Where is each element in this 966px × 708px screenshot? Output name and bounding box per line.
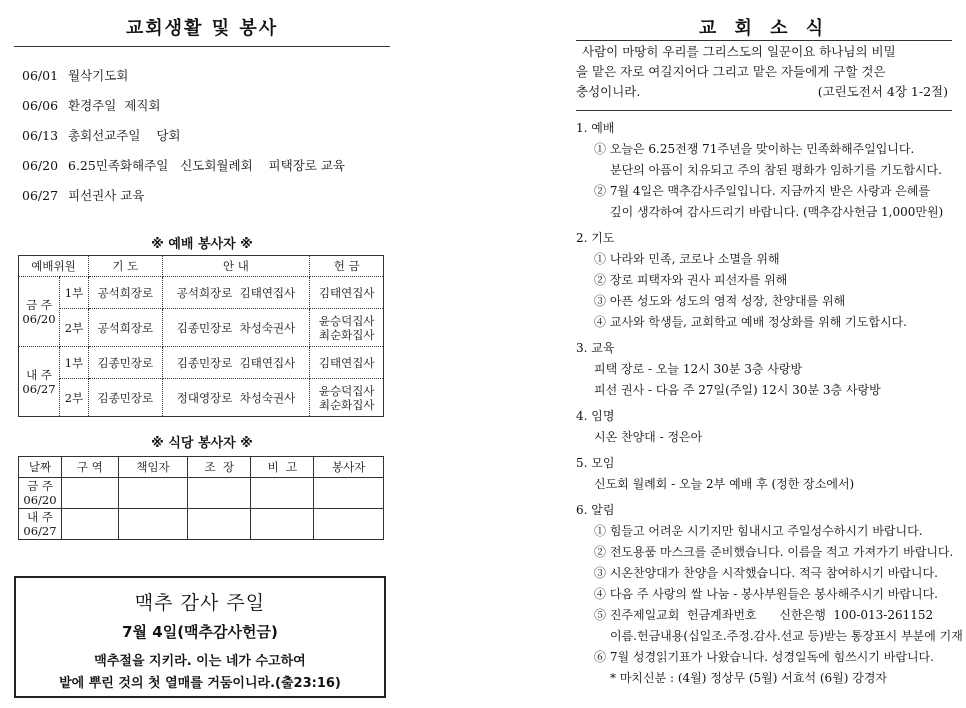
verse-rule bbox=[576, 110, 952, 111]
worship-part-cell: 2부 bbox=[60, 379, 89, 417]
schedule-item bbox=[22, 66, 128, 84]
kitchen-empty-cell bbox=[62, 509, 119, 540]
kitchen-header-cell: 봉사자 bbox=[314, 457, 384, 478]
box-heading: 맥추 감사 주일 bbox=[134, 592, 266, 614]
worship-week-cell: 내 주 06/27 bbox=[19, 347, 60, 417]
verse-reference: (고린도전서 4장 1-2절) bbox=[817, 84, 948, 99]
news-line: 깊이 생각하여 감사드리기 바랍니다. (맥추감사헌금 1,000만원) bbox=[610, 205, 944, 219]
worship-prayer-cell: 공석희장로 bbox=[89, 277, 163, 309]
news-section bbox=[576, 453, 948, 495]
news-section-heading: 6. 알림 bbox=[576, 503, 615, 517]
worship-prayer-cell: 김종민장로 bbox=[89, 347, 163, 379]
box-verse-1: 맥추절을 지키라. 이는 네가 수고하여 bbox=[94, 654, 306, 669]
worship-row bbox=[19, 347, 384, 379]
worship-guide-cell: 김종민장로 차성숙권사 bbox=[162, 309, 310, 347]
right-title: 교 회 소 식 bbox=[698, 18, 830, 39]
news-line: ⑤ 진주제일교회 헌금계좌번호 신한은행 100-013-261152 bbox=[594, 608, 934, 622]
schedule-text: 월삭기도회 bbox=[68, 68, 129, 83]
verse-line-3: 충성이니라. bbox=[576, 84, 641, 99]
worship-guide-cell: 김종민장로 김태연집사 bbox=[162, 347, 310, 379]
news-line: ③ 시온찬양대가 찬양을 시작했습니다. 적극 참여하시기 바랍니다. bbox=[594, 566, 938, 580]
schedule-text: 6.25민족화해주일 신도회월례회 피택장로 교육 bbox=[68, 158, 345, 173]
news-line: ① 오늘은 6.25전쟁 71주년을 맞이하는 민족화해주일입니다. bbox=[594, 142, 915, 156]
worship-offering-cell: 윤승덕집사 최순화집사 bbox=[310, 379, 384, 417]
news-section-heading: 4. 임명 bbox=[576, 409, 615, 423]
worship-prayer-cell: 김종민장로 bbox=[89, 379, 163, 417]
schedule-date: 06/27 bbox=[22, 188, 59, 203]
left-title: 교회생활 및 봉사 bbox=[125, 18, 279, 39]
kitchen-header-cell: 책임자 bbox=[118, 457, 188, 478]
news-line: ⑥ 7월 성경읽기표가 나왔습니다. 성경일독에 힘쓰시기 바랍니다. bbox=[594, 650, 934, 664]
worship-offering-cell: 김태연집사 bbox=[310, 347, 384, 379]
news-line: ① 힘들고 어려운 시기지만 힘내시고 주일성수하시기 바랍니다. bbox=[594, 524, 923, 538]
schedule-text: 환경주일 제직회 bbox=[68, 98, 161, 113]
worship-week-cell: 금 주 06/20 bbox=[19, 277, 60, 347]
news-line: ④ 교사와 학생들, 교회학교 예배 정상화를 위해 기도합시다. bbox=[594, 315, 907, 329]
kitchen-empty-cell bbox=[118, 509, 188, 540]
kitchen-date-cell: 금 주 06/20 bbox=[19, 478, 62, 509]
worship-prayer-cell: 공석희장로 bbox=[89, 309, 163, 347]
worship-header-cell: 기 도 bbox=[89, 256, 163, 277]
kitchen-header-cell: 날짜 bbox=[19, 457, 62, 478]
worship-header-cell: 헌 금 bbox=[310, 256, 384, 277]
news-line: ③ 아픈 성도와 성도의 영적 성장, 찬양대를 위해 bbox=[594, 294, 846, 308]
news-line: ① 나라와 민족, 코로나 소멸을 위해 bbox=[594, 252, 780, 266]
schedule-text: 피선권사 교육 bbox=[68, 188, 145, 203]
kitchen-empty-cell bbox=[314, 509, 384, 540]
kitchen-date-cell: 내 주 06/27 bbox=[19, 509, 62, 540]
kitchen-empty-cell bbox=[314, 478, 384, 509]
news-section bbox=[576, 118, 948, 223]
news-line: * 마치신분 : (4월) 정상무 (5월) 서효석 (6월) 강경자 bbox=[610, 671, 888, 685]
kitchen-empty-cell bbox=[188, 509, 251, 540]
worship-header-cell: 안 내 bbox=[162, 256, 310, 277]
worship-offering-cell: 김태연집사 bbox=[310, 277, 384, 309]
news-line: ④ 다음 주 사랑의 쌀 나눔 - 봉사부원들은 봉사해주시기 바랍니다. bbox=[594, 587, 939, 601]
schedule-date: 06/20 bbox=[22, 158, 59, 173]
news-section-heading: 3. 교육 bbox=[576, 341, 615, 355]
thanksgiving-box bbox=[14, 576, 386, 698]
kitchen-empty-cell bbox=[188, 478, 251, 509]
news-section-heading: 2. 기도 bbox=[576, 231, 615, 245]
news-section bbox=[576, 228, 948, 333]
worship-header-cell: 예배위원 bbox=[19, 256, 89, 277]
schedule-item bbox=[22, 186, 144, 204]
news-line: 시온 찬양대 - 정은아 bbox=[594, 430, 703, 444]
worship-table bbox=[18, 255, 384, 417]
worship-offering-cell: 윤승덕집사 최순화집사 bbox=[310, 309, 384, 347]
news-section bbox=[576, 406, 948, 448]
kitchen-empty-cell bbox=[251, 509, 314, 540]
left-title-rule bbox=[14, 46, 390, 47]
kitchen-header-cell: 구 역 bbox=[62, 457, 119, 478]
kitchen-empty-cell bbox=[118, 478, 188, 509]
worship-header-row bbox=[19, 256, 384, 277]
worship-part-cell: 2부 bbox=[60, 309, 89, 347]
worship-row bbox=[19, 277, 384, 309]
news-section bbox=[576, 500, 963, 689]
news-line: ② 전도용품 마스크를 준비했습니다. 이름을 적고 가져가기 바랍니다. bbox=[594, 545, 954, 559]
kitchen-header-cell: 조 장 bbox=[188, 457, 251, 478]
worship-part-cell: 1부 bbox=[60, 347, 89, 379]
worship-guide-cell: 공석희장로 김태연집사 bbox=[162, 277, 310, 309]
news-line: 피택 장로 - 오늘 12시 30분 3층 사랑방 bbox=[594, 362, 803, 376]
kitchen-header-cell: 비 고 bbox=[251, 457, 314, 478]
worship-row bbox=[19, 309, 384, 347]
worship-title: ※ 예배 봉사자 ※ bbox=[151, 237, 253, 252]
scripture-verse bbox=[576, 42, 948, 102]
news-line: 피선 권사 - 다음 주 27일(주일) 12시 30분 3층 사랑방 bbox=[594, 383, 881, 397]
news-line: ② 7월 4일은 맥추감사주일입니다. 지금까지 받은 사랑과 은혜를 bbox=[594, 184, 930, 198]
schedule-text: 총회선교주일 당회 bbox=[68, 128, 181, 143]
box-date: 7월 4일(맥추감사헌금) bbox=[122, 623, 278, 641]
kitchen-title: ※ 식당 봉사자 ※ bbox=[151, 436, 253, 451]
kitchen-row bbox=[19, 509, 384, 540]
verse-line-2: 을 맡은 자로 여길지어다 그리고 맡은 자들에게 구할 것은 bbox=[576, 64, 886, 79]
schedule-item bbox=[22, 96, 160, 114]
kitchen-empty-cell bbox=[62, 478, 119, 509]
verse-line-1: 사람이 마땅히 우리를 그리스도의 일꾼이요 하나님의 비밀 bbox=[582, 44, 896, 59]
worship-part-cell: 1부 bbox=[60, 277, 89, 309]
schedule-item bbox=[22, 156, 345, 174]
news-line: 신도회 월례회 - 오늘 2부 예배 후 (정한 장소에서) bbox=[594, 477, 855, 491]
news-line: 분단의 아픔이 치유되고 주의 참된 평화가 임하기를 기도합시다. bbox=[610, 163, 942, 177]
kitchen-header-row bbox=[19, 457, 384, 478]
news-section-heading: 1. 예배 bbox=[576, 121, 615, 135]
right-title-rule bbox=[576, 40, 952, 41]
schedule-date: 06/06 bbox=[22, 98, 59, 113]
news-line: ② 장로 피택자와 권사 피선자를 위해 bbox=[594, 273, 788, 287]
worship-guide-cell: 정대영장로 차성숙권사 bbox=[162, 379, 310, 417]
news-section bbox=[576, 338, 948, 401]
news-section-heading: 5. 모임 bbox=[576, 456, 615, 470]
schedule-date: 06/01 bbox=[22, 68, 59, 83]
kitchen-row bbox=[19, 478, 384, 509]
box-verse-2: 밭에 뿌린 것의 첫 열매를 거둠이니라.(출23:16) bbox=[59, 676, 341, 691]
schedule-date: 06/13 bbox=[22, 128, 59, 143]
kitchen-empty-cell bbox=[251, 478, 314, 509]
news-line: 이름.헌금내용(십일조.주정.감사.선교 등)받는 통장표시 부분에 기재 bbox=[610, 629, 963, 643]
kitchen-table bbox=[18, 456, 384, 540]
schedule-item bbox=[22, 126, 181, 144]
worship-row bbox=[19, 379, 384, 417]
news-sections bbox=[576, 118, 963, 689]
